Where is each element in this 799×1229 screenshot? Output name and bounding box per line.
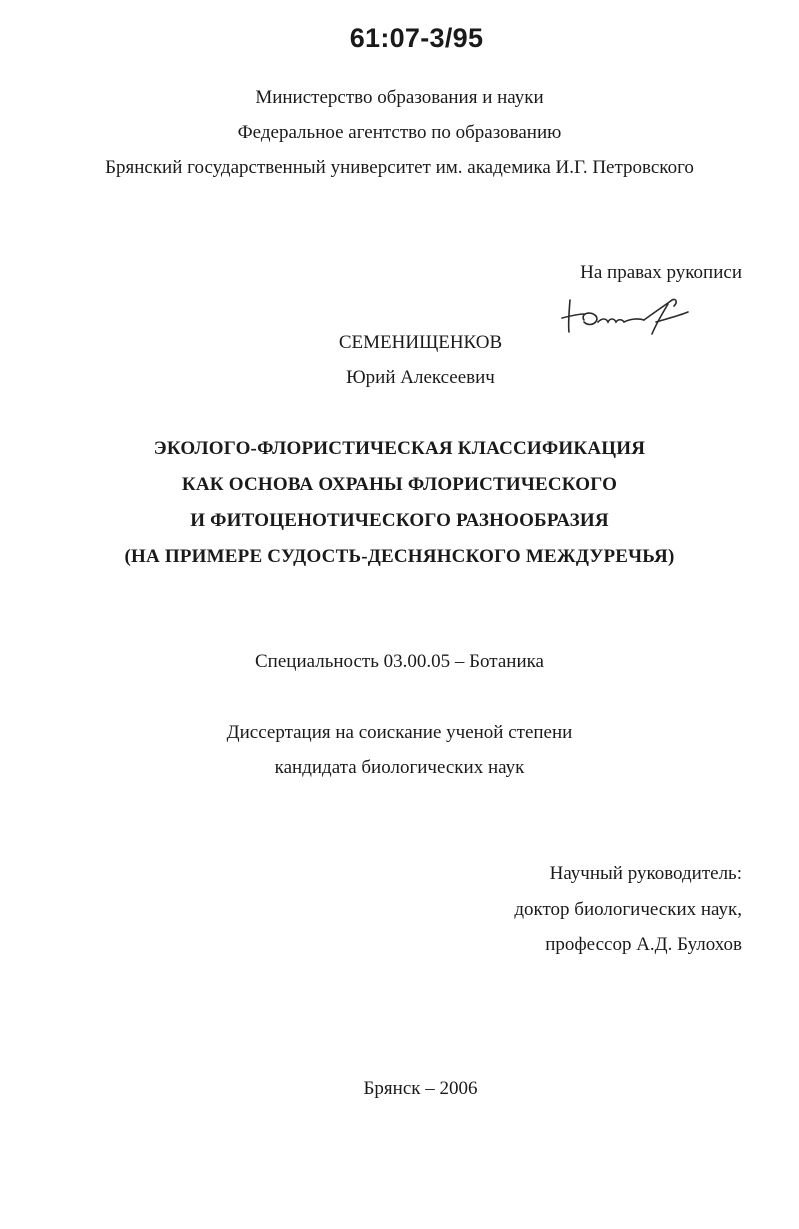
university-name: Брянский государственный университет им. академика И.Г. Петровского xyxy=(105,157,694,178)
ministry-name: Министерство образования и науки xyxy=(255,87,544,108)
title-line-4: (НА ПРИМЕРЕ СУДОСТЬ-ДЕСНЯНСКОГО МЕЖДУРЕЧЬЯ) xyxy=(124,546,675,567)
title-line-1: ЭКОЛОГО-ФЛОРИСТИЧЕСКАЯ КЛАССИФИКАЦИЯ xyxy=(153,438,646,459)
author-surname: СЕМЕНИЩЕНКОВ xyxy=(338,332,503,353)
supervisor-degree: доктор биологических наук, xyxy=(514,899,742,920)
agency-name: Федеральное агентство по образованию xyxy=(237,122,562,143)
degree-line-1: Диссертация на соискание ученой степени xyxy=(226,722,573,743)
title-line-3: И ФИТОЦЕНОТИЧЕСКОГО РАЗНООБРАЗИЯ xyxy=(190,510,609,531)
specialty: Специальность 03.00.05 – Ботаника xyxy=(255,651,544,672)
author-given-names: Юрий Алексеевич xyxy=(346,367,495,388)
degree-line-2: кандидата биологических наук xyxy=(274,757,525,778)
place-year: Брянск – 2006 xyxy=(363,1078,478,1099)
title-line-2: КАК ОСНОВА ОХРАНЫ ФЛОРИСТИЧЕСКОГО xyxy=(181,474,618,495)
supervisor-label: Научный руководитель: xyxy=(549,863,742,884)
supervisor-name: профессор А.Д. Булохов xyxy=(545,934,742,955)
catalog-code: 61:07-3/95 xyxy=(349,23,484,53)
rights-note: На правах рукописи xyxy=(580,262,742,283)
